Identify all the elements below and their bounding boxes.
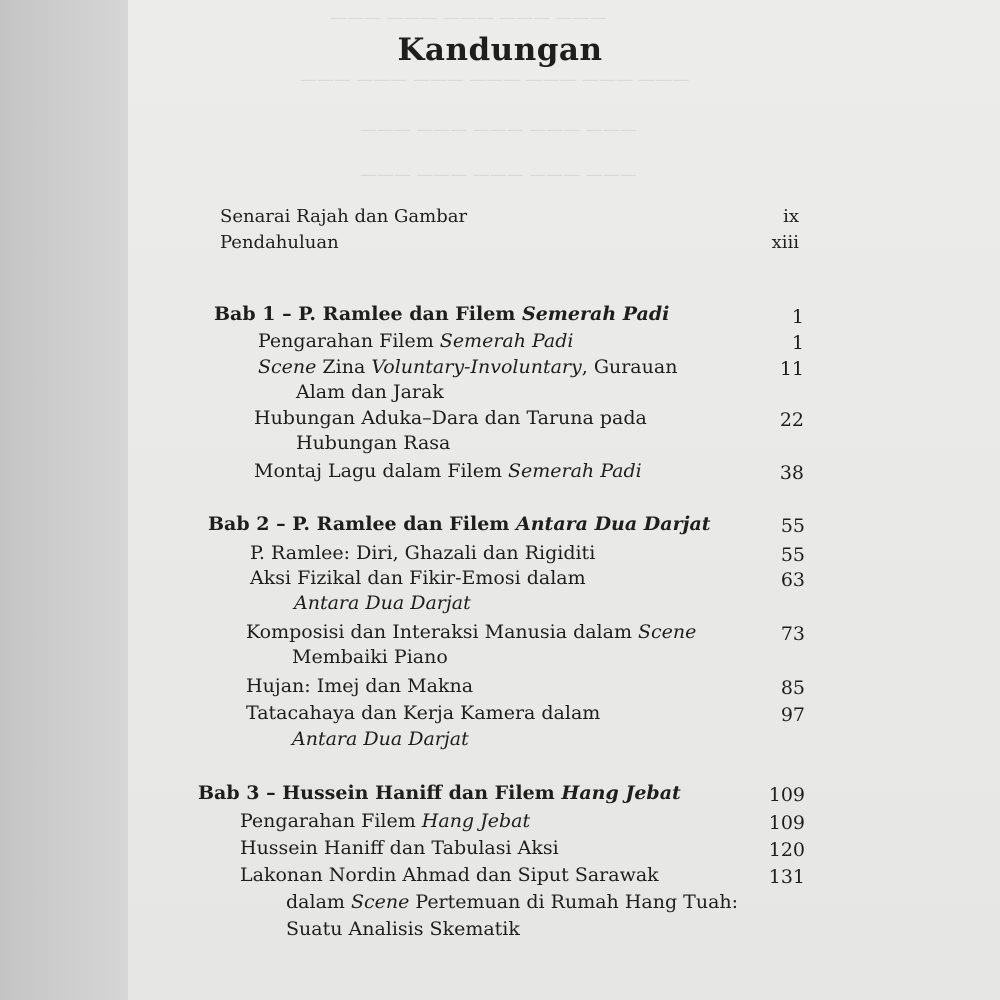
toc-entry-text: Pengarahan Filem [258,330,440,352]
toc-page-number: 131 [768,866,805,888]
toc-page-number: ix [783,206,799,227]
chapter-title: Bab 2 – P. Ramlee dan Filem [208,513,516,535]
toc-entry [258,356,677,378]
toc-entry-continuation: Suatu Analisis Skematik [286,918,520,940]
toc-page-number: 109 [768,784,805,806]
toc-page-number: 1 [791,306,804,328]
chapter-heading [208,513,711,535]
toc-entry: P. Ramlee: Diri, Ghazali dan Rigiditi [250,542,596,564]
toc-entry-continuation: Hubungan Rasa [296,432,451,454]
film-title: Semerah Padi [508,460,642,482]
toc-entry: Tatacahaya dan Kerja Kamera dalam [246,702,601,724]
toc-page-number: 55 [780,544,805,566]
toc-page-number: 22 [779,409,804,431]
film-title: Antara Dua Darjat [516,513,711,535]
chapter-heading [198,782,681,804]
toc-entry: Hussein Haniff dan Tabulasi Aksi [240,837,559,859]
toc-entry [254,460,642,482]
toc-entry-italic: Voluntary-Involuntary [371,356,582,378]
toc-page-number: 1 [791,332,804,354]
toc-page-number: 11 [779,358,804,380]
toc-entry [240,810,530,832]
toc-page-number: 55 [780,515,805,537]
toc-entry-continuation: Antara Dua Darjat [294,592,471,614]
scene-word: Scene [638,621,697,643]
toc-entry-continuation: Alam dan Jarak [296,381,444,403]
toc-page-number: 73 [780,623,805,645]
toc-entry: Hubungan Aduka–Dara dan Taruna pada [254,407,647,429]
toc-page-number: 109 [768,812,805,834]
toc-page-number: 85 [780,677,805,699]
toc-entry-text: Montaj Lagu dalam Filem [254,460,508,482]
chapter-heading [214,303,669,325]
toc-page-number: 97 [780,704,805,726]
film-title: Hang Jebat [561,782,681,804]
toc-entry-continuation [286,891,738,913]
toc-entry-text: dalam [286,891,351,913]
toc-entry [246,621,696,643]
toc-page-number: 38 [779,462,804,484]
film-title: Hang Jebat [421,810,531,832]
chapter-title: Bab 1 – P. Ramlee dan Filem [214,303,522,325]
toc-page-number: 120 [768,839,805,861]
toc-entry-text: Komposisi dan Interaksi Manusia dalam [246,621,639,643]
toc-entry-label: Senarai Rajah dan Gambar [220,206,468,227]
toc-entry-text: Pengarahan Filem [240,810,422,832]
toc-entry-text: , Gurauan [581,356,678,378]
toc-entry [258,330,574,352]
film-title: Semerah Padi [522,303,670,325]
scene-word: Scene [258,356,317,378]
toc-entry-continuation: Antara Dua Darjat [292,728,469,750]
toc-entry-continuation: Membaiki Piano [292,646,448,668]
page-title: Kandungan [397,32,603,68]
chapter-title: Bab 3 – Hussein Haniff dan Filem [198,782,562,804]
toc-entry-text: Zina [316,356,372,378]
toc-entry: Hujan: Imej dan Makna [246,675,474,697]
toc-page-number: xiii [771,232,799,253]
toc-page-number: 63 [780,569,805,591]
toc-entry: Lakonan Nordin Ahmad dan Siput Sarawak [240,864,659,886]
toc-entry-label: Pendahuluan [220,232,339,253]
film-title: Semerah Padi [439,330,574,352]
toc-entry: Aksi Fizikal dan Fikir-Emosi dalam [250,567,586,589]
scene-word: Scene [350,891,410,913]
toc-entry-text: Pertemuan di Rumah Hang Tuah: [409,891,739,913]
page-gutter [0,0,128,1000]
